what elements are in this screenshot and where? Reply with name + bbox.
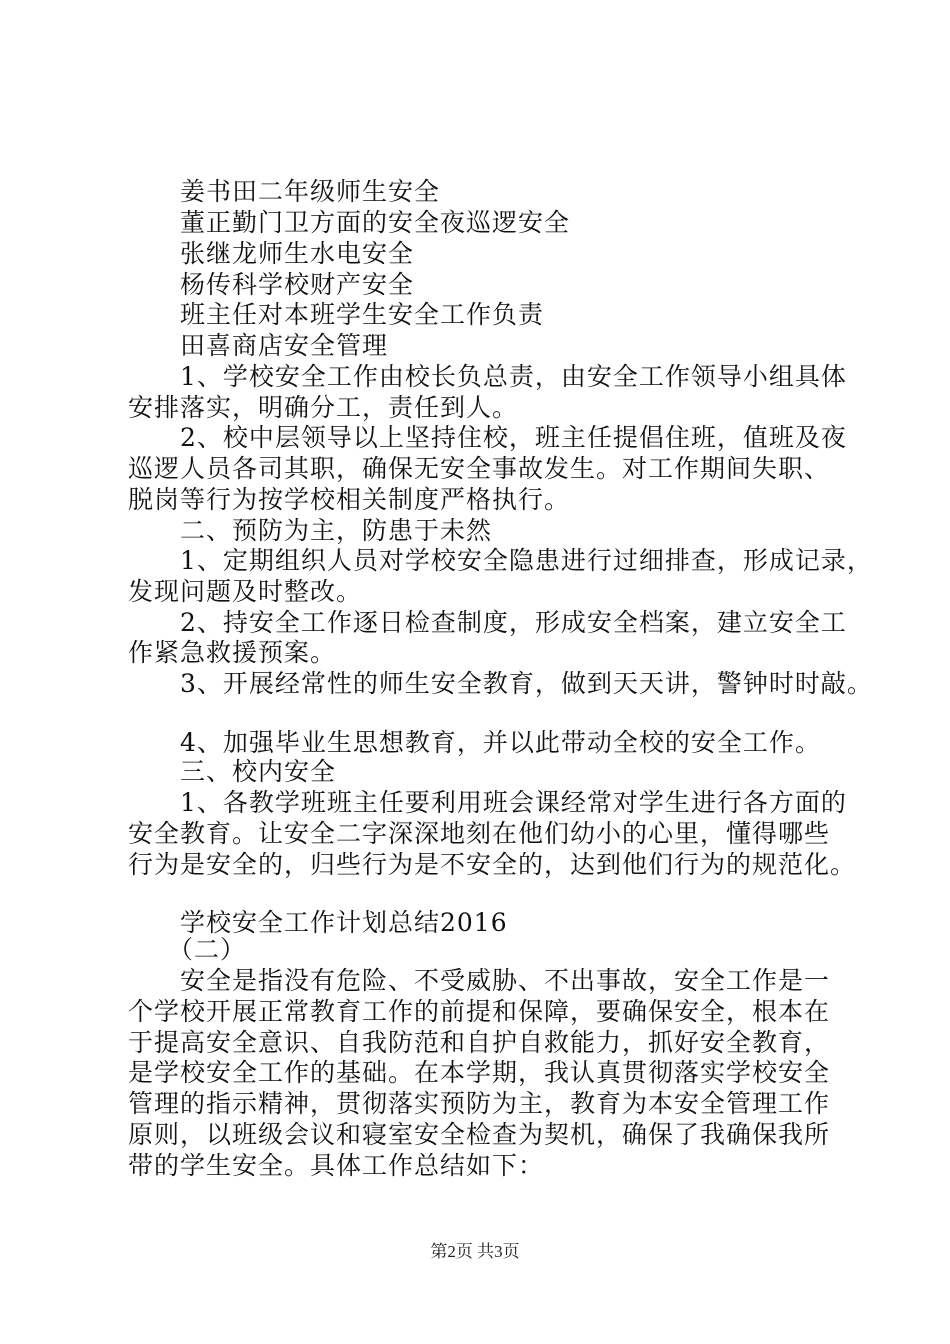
text-line: 1、定期组织人员对学校安全隐患进行过细排查，形成记录，	[180, 546, 873, 575]
text-line: 2、校中层领导以上坚持住校，班主任提倡住班，值班及夜	[180, 423, 847, 452]
text-line: 田喜商店安全管理	[180, 331, 389, 360]
text-line: 张继龙师生水电安全	[180, 239, 415, 268]
text-line: 班主任对本班学生安全工作负责	[180, 300, 545, 329]
section-heading: 三、校内安全	[180, 757, 337, 786]
text-line: 作紧急救援预案。	[128, 638, 337, 667]
document-subtitle: 学校安全工作计划总结2016	[180, 908, 508, 937]
text-line: 1、各教学班班主任要利用班会课经常对学生进行各方面的	[180, 788, 847, 817]
text-line: 杨传科学校财产安全	[180, 270, 415, 299]
text-line: 安全教育。让安全二字深深地刻在他们幼小的心里，懂得哪些	[128, 819, 831, 848]
text-line: 带的学生安全。具体工作总结如下：	[128, 1151, 545, 1180]
text-line: 发现问题及时整改。	[128, 577, 363, 606]
text-line: 巡逻人员各司其职，确保无安全事故发生。对工作期间失职、	[128, 454, 831, 483]
section-number: （二）	[168, 935, 247, 964]
text-line: 安排落实，明确分工，责任到人。	[128, 393, 519, 422]
text-line: 于提高安全意识、自我防范和自护自救能力，抓好安全教育，	[128, 1028, 831, 1057]
text-line: 行为是安全的，归些行为是不安全的，达到他们行为的规范化。	[128, 850, 857, 879]
text-line: 安全是指没有危险、不受威胁、不出事故，安全工作是一	[180, 966, 831, 995]
text-line: 原则，以班级会议和寝室安全检查为契机，确保了我确保我所	[128, 1120, 831, 1149]
text-line: 姜书田二年级师生安全	[180, 177, 441, 206]
text-line: 4、加强毕业生思想教育，并以此带动全校的安全工作。	[180, 728, 821, 757]
text-line: 1、学校安全工作由校长负总责，由安全工作领导小组具体	[180, 362, 847, 391]
text-line: 管理的指示精神，贯彻落实预防为主，教育为本安全管理工作	[128, 1089, 831, 1118]
text-line: 董正勤门卫方面的安全夜巡逻安全	[180, 208, 571, 237]
text-line: 脱岗等行为按学校相关制度严格执行。	[128, 485, 571, 514]
text-line: 是学校安全工作的基础。在本学期，我认真贯彻落实学校安全	[128, 1058, 831, 1087]
section-heading: 二、预防为主，防患于未然	[180, 516, 493, 545]
text-line: 个学校开展正常教育工作的前提和保障，要确保安全，根本在	[128, 997, 831, 1026]
text-line: 3、开展经常性的师生安全教育，做到天天讲，警钟时时敲。	[180, 669, 873, 698]
text-line: 2、持安全工作逐日检查制度，形成安全档案，建立安全工	[180, 608, 847, 637]
page-number-footer: 第2页 共3页	[430, 1242, 520, 1261]
